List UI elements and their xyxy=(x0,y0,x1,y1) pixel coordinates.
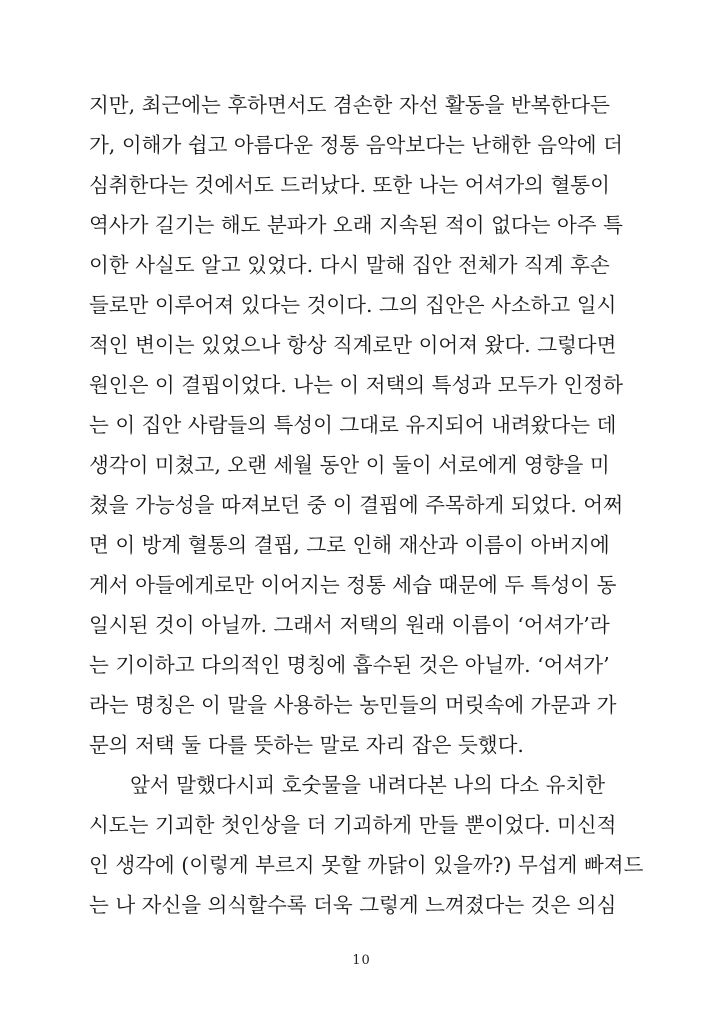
text-line: 들로만 이루어져 있다는 것이다. 그의 집안은 사소하고 일시 xyxy=(89,293,617,317)
text-line: 가, 이해가 쉽고 아름다운 정통 음악보다는 난해한 음악에 더 xyxy=(89,133,623,157)
text-line: 는 이 집안 사람들의 특성이 그대로 유지되어 내려왔다는 데 xyxy=(89,413,617,437)
body-text xyxy=(89,85,644,925)
text-line: 역사가 길기는 해도 분파가 오래 지속된 적이 없다는 아주 특 xyxy=(89,213,623,237)
text-line: 인 생각에 (이렇게 부르지 못할 까닭이 있을까?) 무섭게 빠져드 xyxy=(89,853,644,877)
paragraph-end-line: 문의 저택 둘 다를 뜻하는 말로 자리 잡은 듯했다. xyxy=(89,733,524,757)
text-line: 는 기이하고 다의적인 명칭에 흡수된 것은 아닐까. ‘어셔가’ xyxy=(89,653,610,677)
paragraph-start-line: 앞서 말했다시피 호숫물을 내려다본 나의 다소 유치한 xyxy=(130,773,605,797)
text-line: 일시된 것이 아닐까. 그래서 저택의 원래 이름이 ‘어셔가’라 xyxy=(89,613,610,637)
text-line: 면 이 방계 혈통의 결핍, 그로 인해 재산과 이름이 아버지에 xyxy=(89,533,610,557)
text-line: 적인 변이는 있었으나 항상 직계로만 이어져 왔다. 그렇다면 xyxy=(89,333,617,357)
text-line: 심취한다는 것에서도 드러났다. 또한 나는 어셔가의 혈통이 xyxy=(89,173,610,197)
text-line: 지만, 최근에는 후하면서도 겸손한 자선 활동을 반복한다든 xyxy=(89,93,610,117)
page-number: 10 xyxy=(352,953,371,968)
text-line: 이한 사실도 알고 있었다. 다시 말해 집안 전체가 직계 후손 xyxy=(89,253,610,277)
text-line: 라는 명칭은 이 말을 사용하는 농민들의 머릿속에 가문과 가 xyxy=(89,693,617,717)
text-line: 생각이 미쳤고, 오랜 세월 동안 이 둘이 서로에게 영향을 미 xyxy=(89,453,610,477)
text-line: 게서 아들에게로만 이어지는 정통 세습 때문에 두 특성이 동 xyxy=(89,573,617,597)
text-line: 쳤을 가능성을 따져보던 중 이 결핍에 주목하게 되었다. 어쩌 xyxy=(89,493,623,517)
text-line: 는 나 자신을 의식할수록 더욱 그렇게 느껴졌다는 것은 의심 xyxy=(89,893,617,917)
text-line: 시도는 기괴한 첫인상을 더 기괴하게 만들 뿐이었다. 미신적 xyxy=(89,813,617,837)
text-line: 원인은 이 결핍이었다. 나는 이 저택의 특성과 모두가 인정하 xyxy=(89,373,623,397)
